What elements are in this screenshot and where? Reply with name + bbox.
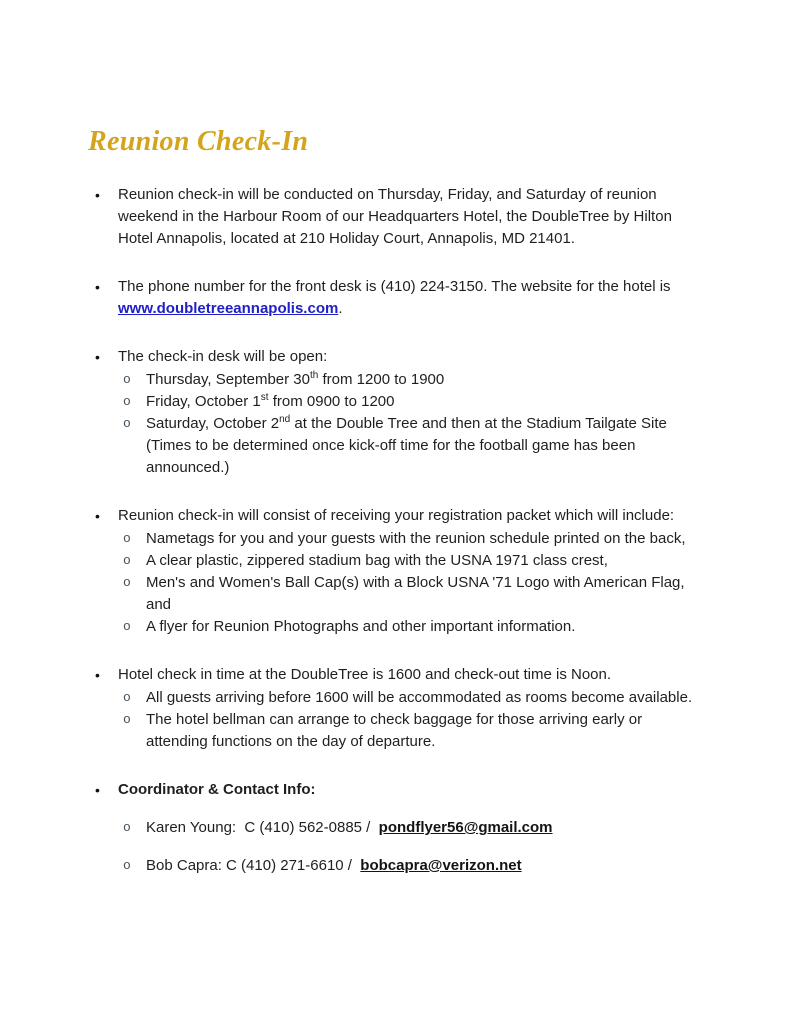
packet-contents-sublist [118,528,703,638]
bullet-text-registration-packet: Reunion check-in will consist of receiving your registration packet which will include: [118,507,675,524]
list-item-saturday-hours [118,413,703,479]
sub-bullet-circle-icon: o [123,858,131,873]
sub-bullet-circle-icon: o [123,394,131,409]
bullet-item-hotel-times [88,664,703,753]
sub-bullet-circle-icon: o [123,712,131,727]
list-item-contact-bob [118,855,703,877]
stadium-bag-text: A clear plastic, zippered stadium bag with the USNA 1971 class crest, [146,552,608,569]
hotel-times-sublist [118,687,703,753]
photo-flyer-text: A flyer for Reunion Photographs and other important information. [146,618,576,635]
list-item-ball-caps [118,572,703,616]
ordinal-suffix: th [309,370,319,381]
bullet-item-desk-hours [88,346,703,479]
list-item-friday-hours [118,391,703,413]
saturday-details: at the Double Tree and then at the Stadium Tailgate Site (Times to be determined once kick-off time for the football game has been announced.) [146,415,667,476]
list-item-early-arrivals [118,687,703,709]
thursday-times: from 1200 to 1900 [318,371,445,388]
email-link-karen[interactable]: pondflyer56@gmail.com [378,819,553,836]
nametags-text: Nametags for you and your guests with the reunion schedule printed on the back, [146,530,686,547]
sentence-period: . [338,300,343,317]
sub-bullet-circle-icon: o [123,372,131,387]
bullet-item-registration-packet [88,505,703,638]
coordinator-heading: Coordinator & Contact Info: [118,781,316,798]
phone-desk-text: The phone number for the front desk is (410) 224-3150. The website for the hotel is [118,278,671,295]
bullet-dot-icon: • [95,187,100,203]
bullet-text-checkin-location: Reunion check-in will be conducted on Thursday, Friday, and Saturday of reunion weekend in the Harbour Room of our Headquarters Hotel, the DoubleTree by Hilton Hotel Annapolis, located at 210 Holiday Court, Annapolis, MD 21401. [118,186,672,247]
sub-bullet-circle-icon: o [123,820,131,835]
bullet-dot-icon: • [95,349,100,365]
bellman-baggage-text: The hotel bellman can arrange to check baggage for those arriving early or attending functions on the day of departure. [146,711,643,750]
desk-hours-sublist [118,369,703,479]
bullet-item-phone-website [88,276,703,320]
contact-karen-text: Karen Young: C (410) 562-0885 / [146,819,379,836]
list-item-nametags [118,528,703,550]
friday-date: Friday, October 1 [146,393,261,410]
sub-bullet-circle-icon: o [123,690,131,705]
hotel-website-link[interactable]: www.doubletreeannapolis.com [118,300,339,317]
bullet-text-hotel-times: Hotel check in time at the DoubleTree is 1600 and check-out time is Noon. [118,666,612,683]
sub-bullet-circle-icon: o [123,416,131,431]
list-item-bellman-baggage [118,709,703,753]
document-body [88,184,703,877]
contact-bob-text: Bob Capra: C (410) 271-6610 / [146,857,361,874]
ordinal-suffix: nd [279,414,291,425]
bullet-dot-icon: • [95,508,100,524]
list-item-contact-karen [118,817,703,839]
bullet-dot-icon: • [95,782,100,798]
thursday-date: Thursday, September 30 [146,371,310,388]
friday-times: from 0900 to 1200 [268,393,395,410]
sub-bullet-circle-icon: o [123,553,131,568]
sub-bullet-circle-icon: o [123,575,131,590]
sub-bullet-circle-icon: o [123,619,131,634]
contacts-sublist [118,817,703,877]
email-link-bob[interactable]: bobcapra@verizon.net [360,857,522,874]
ordinal-suffix: st [260,392,269,403]
bullet-item-checkin-location [88,184,703,250]
bullet-dot-icon: • [95,279,100,295]
bullet-dot-icon: • [95,667,100,683]
saturday-date: Saturday, October 2 [146,415,280,432]
page-title: Reunion Check-In [88,126,309,157]
early-arrivals-text: All guests arriving before 1600 will be accommodated as rooms become available. [146,689,693,706]
list-item-photo-flyer [118,616,703,638]
list-item-thursday-hours [118,369,703,391]
bullet-text-desk-hours: The check-in desk will be open: [118,348,328,365]
bullet-text-phone-website [118,276,703,320]
list-item-stadium-bag [118,550,703,572]
ball-caps-text: Men's and Women's Ball Cap(s) with a Block USNA '71 Logo with American Flag, and [146,574,685,613]
sub-bullet-circle-icon: o [123,531,131,546]
bullet-item-coordinator-info [88,779,703,877]
